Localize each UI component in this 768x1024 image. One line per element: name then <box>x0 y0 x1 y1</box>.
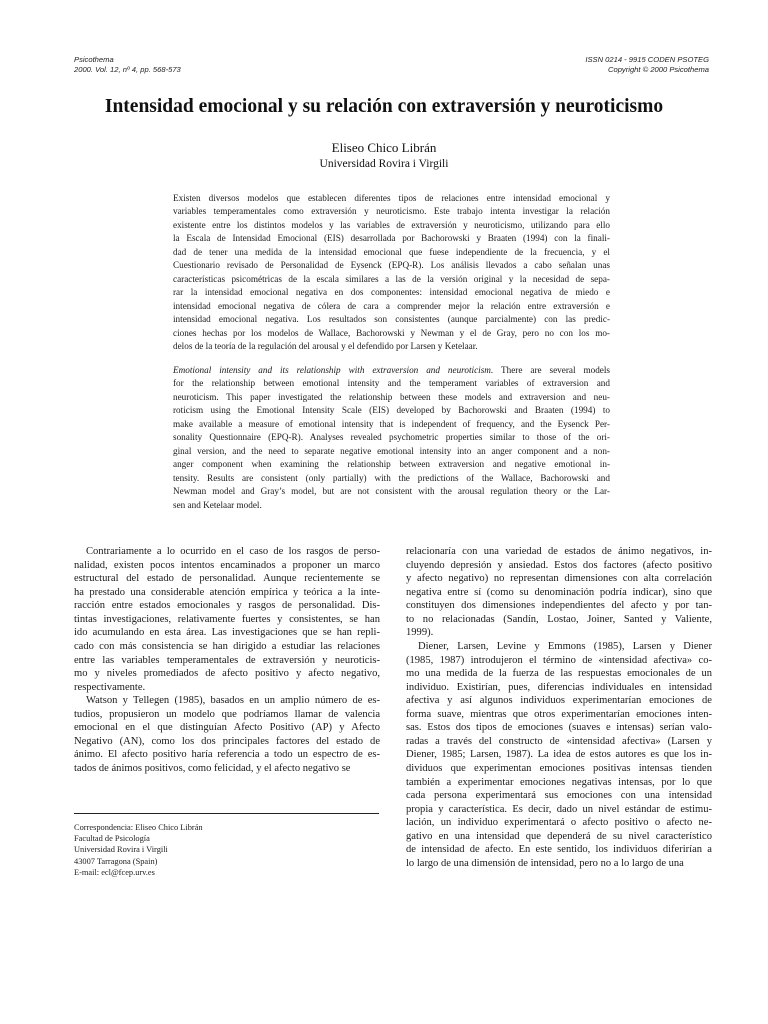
correspondence-footnote <box>74 822 203 878</box>
body-text-line: sas. Estos dos tipos de emociones (suaves e intensas) serían valo- <box>406 722 712 734</box>
journal-header-right <box>585 55 709 75</box>
abstract-english-line: Newman model and Gray’s model, but are not consistent with the arousal regulation theory or the Lar- <box>173 486 610 497</box>
body-column-right <box>406 545 712 871</box>
abstract-english-line: roticism using the Emotional Intensity Scale (EIS) developed by Bachorowski and Braaten (1994) to <box>173 405 610 416</box>
abstract-spanish-line: la Escala de Intensidad Emocional (EIS) desarrollada por Bachorowski y Braaten (1994) con la finali- <box>173 233 610 244</box>
body-text-line: ha prestado una considerable atención empírica y teórica a la inte- <box>74 586 380 598</box>
abstract-english-line: anger component when examining the relationship between extraversion and negative emotional in- <box>173 459 610 470</box>
body-text-line: to no relacionadas (Sandín, Lostao, Joiner, Santed y Valiente, <box>406 613 712 625</box>
body-text-line: relacionaría con una variedad de estados de ánimo negativos, in- <box>406 546 712 557</box>
body-text-line: estructural del estado de personalidad. Aunque recientemente se <box>74 573 380 585</box>
body-text-line: Diener, 1985; Larsen, 1987). La idea de estos autores es que los in- <box>406 749 712 761</box>
body-text-line: lación, un individuo experimentará o afecto positivo o afecto ne- <box>406 817 712 829</box>
body-text-line: constituyen dos dimensiones independientes del afecto y por tan- <box>406 600 712 612</box>
body-text-line: Diener, Larsen, Levine y Emmons (1985), Larsen y Diener <box>418 640 712 652</box>
body-text-line: cada persona experimentará sus emociones con una intensidad <box>406 790 712 802</box>
body-text-line: mo y niveles promediados de afecto positivo y afecto negativo, <box>74 668 380 680</box>
abstract-english-first-line-text: There are several models <box>493 365 610 375</box>
body-text-line: gativo en una intensidad que dependerá de su nivel característico <box>406 830 712 842</box>
body-text-line: Negativo (AN), como los dos principales factores del estado de <box>74 735 380 747</box>
body-text-line: 1999). <box>406 627 434 639</box>
body-text-line: mo una medida de la fuerza de las respuestas emocionales de un <box>406 668 712 680</box>
journal-volume: 2000. Vol. 12, nº 4, pp. 568-573 <box>74 65 181 74</box>
footnote-line: Facultad de Psicología <box>74 834 150 844</box>
body-text-line: entre las variables temperamentales de extraversión y neuroticis- <box>74 654 380 666</box>
abstract-english-line: neuroticism. This paper investigated the relationship between these models and extraversion and neu- <box>173 391 610 402</box>
body-text-line: (1985, 1987) introdujeron el término de «intensidad afectiva» co- <box>406 654 712 666</box>
abstract-spanish-line: características psicométricas de la escala similares a las de la versión original y la necesidad de sepa- <box>173 273 610 284</box>
abstract-english-body <box>173 377 610 512</box>
body-text-line: Watson y Tellegen (1985), basados en un amplio número de es- <box>86 695 380 707</box>
abstract-english-line: make available a measure of emotional intensity that is independent of frequency, and the Eysenck Per- <box>173 418 610 429</box>
body-text-line: cado con más consistencia se han dirigido a estudiar las relaciones <box>74 640 380 652</box>
abstract-spanish-line: intensidad emocional negativa de cólera de cara a comprender mejor la relación entre extraversión e <box>173 300 610 311</box>
abstract-english <box>173 364 610 512</box>
body-text-line: de intensidad de afecto. En este sentido, los individuos diferirían a <box>406 844 712 856</box>
body-column-left <box>74 545 380 776</box>
author-name: Eliseo Chico Librán <box>331 140 437 155</box>
abstract-spanish <box>173 192 610 354</box>
body-text-line: afectiva y así algunos individuos experimentarían emociones de <box>406 695 712 707</box>
footnote-line: Correspondencia: Eliseo Chico Librán <box>74 823 203 832</box>
abstract-spanish-line: delos de la teoría de la regulación del arousal y el defendido por Larsen y Ketelaar. <box>173 341 478 352</box>
abstract-spanish-line: Existen diversos modelos que establecen diferentes tipos de relaciones entre intensidad emocional y <box>173 193 610 203</box>
footnote-divider <box>74 813 379 814</box>
author-affiliation: Universidad Rovira i Virgili <box>319 158 449 170</box>
footnote-line: E-mail: ecl@fcep.urv.es <box>74 867 155 877</box>
body-text-line: cluyendo depresión y ansiedad. Estos dos factores (afecto positivo <box>406 559 712 571</box>
journal-header-left <box>74 55 181 75</box>
body-text-line: emocional en el que distinguían Afecto Positivo (AP) y Afecto <box>74 722 380 734</box>
body-text-line: respectivamente. <box>74 681 146 693</box>
abstract-spanish-line: ciones hechas por los modelos de Wallace, Bachorowski y Newman y el de Gray, pero no con los mo- <box>173 327 610 338</box>
body-text-line: ánimo. El afecto positivo haría referencia a todo un espectro de es- <box>74 749 380 761</box>
body-text-line: tados de ánimos positivos, como felicidad, y el afecto negativo se <box>74 763 351 774</box>
body-text-line: lo largo de una dimensión de intensidad, pero no a lo largo de una <box>406 857 684 869</box>
abstract-spanish-line: intensidad emocional negativa. Los resultados son consistentes (aunque parcialmente) con las predic- <box>173 314 610 325</box>
body-text-line: Contrariamente a lo ocurrido en el caso de los rasgos de perso- <box>86 546 380 557</box>
body-text-line: racción entre estados emocionales y rasgos de personalidad. Dis- <box>74 600 380 612</box>
abstract-english-line: ginal version, and the need to separate negative emotional intensity into an anger component and a non- <box>173 445 610 456</box>
body-text-line: propia y característica. Es decir, dado un nivel estándar de estimu- <box>406 803 712 815</box>
abstract-spanish-line: variables temperamentales como extraversión y neuroticismo. Este trabajo intenta investigar la relación <box>173 206 610 217</box>
footnote-line: Universidad Rovira i Virgili <box>74 845 168 855</box>
body-text-line: individuo. Existirían, pues, diferencias individuales en intensidad <box>406 681 712 693</box>
journal-issn: ISSN 0214 - 9915 CODEN PSOTEG <box>585 55 709 64</box>
abstract-english-line: sen and Ketelaar model. <box>173 499 262 510</box>
body-text-line: tudios, propusieron un modelo que podríamos llamar de valencia <box>74 708 380 720</box>
body-text-line: radas a través del constructo de «intensidad afectiva» (Larsen y <box>406 735 712 747</box>
abstract-english-title: Emotional intensity and its relationship with extraversion and neuroticism. <box>173 365 494 375</box>
abstract-spanish-line: existente entre los distintos modelos y las variables de extraversión y neuroticismo, utilizando para ello <box>173 219 610 230</box>
abstract-spanish-line: Cuestionario revisado de Personalidad de Eysenck (EPQ-R). Los análisis llevados a cabo señalan unas <box>173 260 610 271</box>
body-text-line: y afecto negativo) no representan dimensiones con alta correlación <box>406 573 712 585</box>
abstract-english-line: sonality Questionnaire (EPQ-R). Analyses revealed psychometric properties similar to those of the ori- <box>173 432 610 443</box>
journal-name: Psicothema <box>74 55 114 64</box>
body-text-line: negativa entre sí (como su denominación podría indicar), sino que <box>406 586 712 598</box>
body-text-line: dividuos que experimentan emociones positivas intensas tienden <box>406 763 712 774</box>
body-text-line: también a experimentar emociones negativas intensas, por lo que <box>406 776 712 788</box>
abstract-english-line: tensity. Results are consistent (only partially) with the predictions of the Wallace, Bachorowski and <box>173 472 610 483</box>
abstract-english-first-line <box>173 364 610 377</box>
abstract-spanish-line: dad de tener una medida de la intensidad emocional que fuese independiente de la frecuencia, y el <box>173 246 610 257</box>
body-text-line: forma suave, mientras que otros experimentarían emociones inten- <box>406 708 712 720</box>
abstract-english-line: for the relationship between emotional intensity and the temperament variables of extraversion and <box>173 378 610 389</box>
body-text-line: tintas investigaciones, relativamente fuertes y consistentes, se han <box>74 613 380 625</box>
abstract-spanish-line: rar la intensidad emocional negativa en dos componentes: intensidad emocional negativa de miedo e <box>173 287 610 298</box>
footnote-line: 43007 Tarragona (Spain) <box>74 856 158 866</box>
journal-copyright: Copyright © 2000 Psicothema <box>608 65 709 74</box>
body-text-line: nalidad, existen pocos intentos encaminados a proponer un marco <box>74 559 380 571</box>
paper-title: Intensidad emocional y su relación con extraversión y neuroticismo <box>104 96 664 117</box>
body-text-line: ido acumulando en esta área. Las investigaciones que se han repli- <box>74 627 380 639</box>
